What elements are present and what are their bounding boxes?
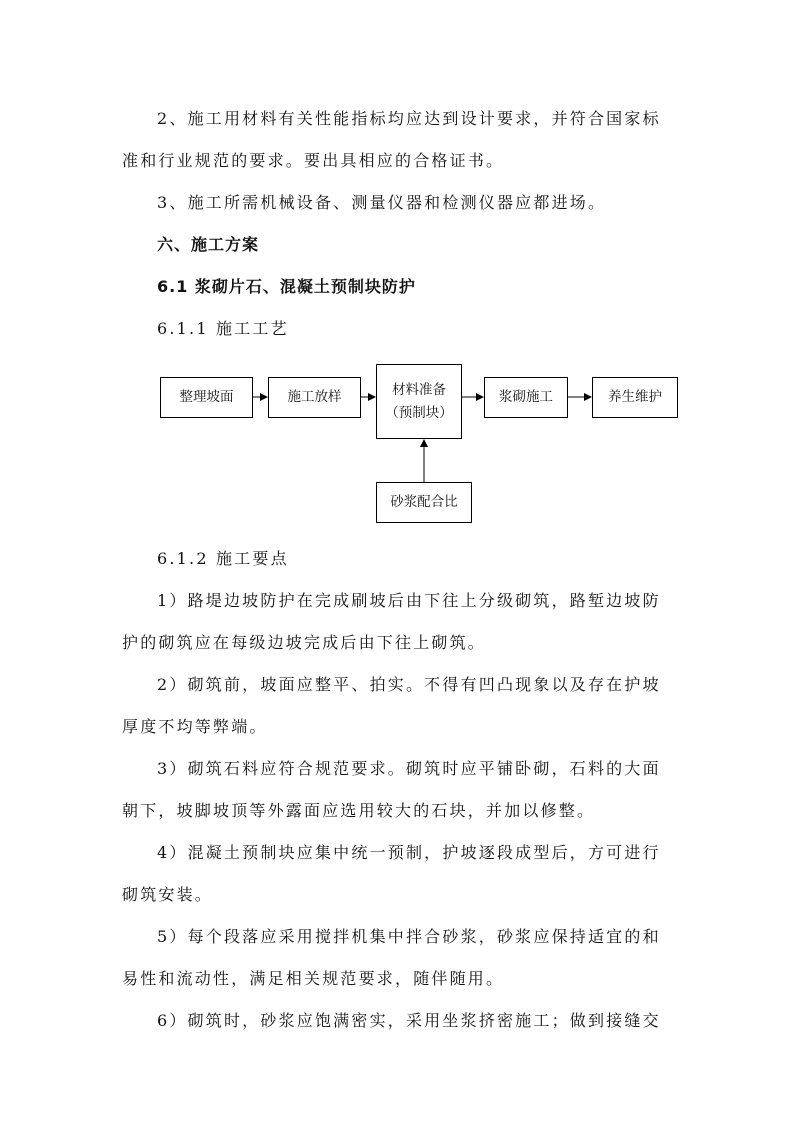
item-6-line-1: 6）砌筑时，砂浆应饱满密实，采用坐浆挤密施工；做到接缝交 <box>157 1011 661 1030</box>
flow-step-label: 养生维护 <box>608 389 662 406</box>
flow-step-sublabel: （预制块） <box>385 404 453 421</box>
flow-input-label: 砂浆配合比 <box>390 494 458 511</box>
item-5-line-2: 易性和流动性，满足相关规范要求，随伴随用。 <box>122 969 505 988</box>
subsection-title: 6.1 浆砌片石、混凝土预制块防护 <box>157 277 416 296</box>
item-4-line-1: 4）混凝土预制块应集中统一预制，护坡逐段成型后，方可进行 <box>157 843 661 862</box>
paragraph-2-line-2: 准和行业规范的要求。要出具相应的合格证书。 <box>122 151 505 170</box>
flow-step-label: 浆砌施工 <box>499 389 553 406</box>
item-4-line-2: 砌筑安装。 <box>122 885 214 904</box>
paragraph-2-line-1: 2、施工用材料有关性能指标均应达到设计要求，并符合国家标 <box>157 109 661 128</box>
item-2-line-1: 2）砌筑前，坡面应整平、拍实。不得有凹凸现象以及存在护坡 <box>157 675 661 694</box>
section-title: 六、施工方案 <box>157 235 260 254</box>
item-1-line-2: 护的砌筑应在每级边坡完成后由下往上砌筑。 <box>122 633 487 652</box>
flow-step-label: 施工放样 <box>287 389 342 406</box>
item-1-line-1: 1）路堤边坡防护在完成刷坡后由下往上分级砌筑，路堑边坡防 <box>157 591 661 610</box>
item-2-line-2: 厚度不均等弊端。 <box>122 717 268 736</box>
subsubsection-title-process: 6.1.1 施工工艺 <box>157 319 289 338</box>
item-3-line-1: 3）砌筑石料应符合规范要求。砌筑时应平铺卧砌，石料的大面 <box>157 759 661 778</box>
item-5-line-1: 5）每个段落应采用搅拌机集中拌合砂浆，砂浆应保持适宜的和 <box>157 927 661 946</box>
item-3-line-2: 朝下，坡脚坡顶等外露面应选用较大的石块，并加以修整。 <box>122 801 596 820</box>
subsubsection-title-keypoints: 6.1.2 施工要点 <box>157 549 289 568</box>
paragraph-3-line-1: 3、施工所需机械设备、测量仪器和检测仪器应都进场。 <box>157 193 607 212</box>
flow-step-label: 整理坡面 <box>179 389 234 406</box>
flow-step-label: 材料准备 <box>392 381 446 398</box>
